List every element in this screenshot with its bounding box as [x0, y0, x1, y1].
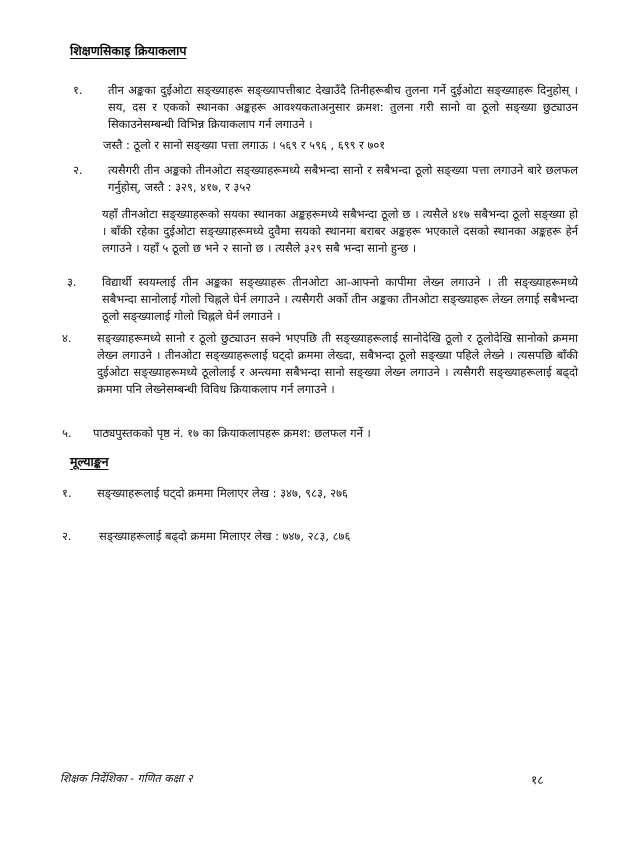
activity-text: विद्यार्थी स्वयम्लाई तीन अङ्कका सङ्ख्याहरू तीनओटा आ-आफ्नो कापीमा लेख्न लगाउने । ती सङ्ख्याहरूमध्ये सबैभन्दा सानोलाई गोलो चिह्नले घेर्न लगाउने । त्यसैगरी अर्को तीन अङ्कका तीनओटा सङ्ख्याहरू लेख्न लगाई सबैभन्दा ठूलो सङ्ख्यालाई गोलो चिह्नले घेर्न लगाउने ।: [102, 275, 578, 323]
section-heading-activities: शिक्षणसिकाइ क्रियाकलाप: [70, 43, 187, 58]
evaluation-text: सङ्ख्याहरूलाई घट्दो क्रममा मिलाएर लेख : ३४७, ९८३, २७६: [97, 486, 348, 500]
activity-text: सङ्ख्याहरूमध्ये सानो र ठूलो छुट्याउन सक्ने भएपछि ती सङ्ख्याहरूलाई सानोदेखि ठूलो र ठूलोदेखि सानोको क्रममा लेख्न लगाउने । तीनओटा सङ्ख्याहरूलाई घट्दो क्रममा लेख्दा, सबैभन्दा ठूलो सङ्ख्या पहिले लेख्ने । त्यसपछि बाँकी दुईओटा सङ्ख्याहरूमध्ये ठूलोलाई र अन्त्यमा सबैभन्दा सानो सङ्ख्या लेख्न लगाउने । त्यसैगरी सङ्ख्याहरूलाई बढ्दो क्रममा पनि लेख्नेसम्बन्धी विविध क्रियाकलाप गर्न लगाउने ।: [97, 331, 578, 396]
evaluation-number: १.: [62, 486, 72, 500]
activity-text: पाठ्यपुस्तकको पृष्ठ नं. १७ का क्रियाकलापहरू क्रमश: छलफल गर्ने ।: [93, 426, 371, 440]
activity-explanation: यहाँ तीनओटा सङ्ख्याहरूको सयका स्थानका अङ्कहरूमध्ये सबैभन्दा ठूलो छ । त्यसैले ४१७ सबैभन्दा ठूलो सङ्ख्या हो । बाँकी रहेका दुईओटा सङ्ख्याहरूमध्ये दुवैमा सयको स्थानमा बराबर अङ्कहरू भएकाले दसको स्थानका अङ्कहरू हेर्न लगाउने । यहाँ ५ ठूलो छ भने २ सानो छ । त्यसैले ३२९ सबै भन्दा सानो हुन्छ ।: [102, 207, 578, 255]
evaluation-text: सङ्ख्याहरूलाई बढ्दो क्रममा मिलाएर लेख : ७४७, २८३, ८७६: [99, 529, 351, 543]
footer-book-title: शिक्षक निर्देशिका - गणित कक्षा २: [60, 772, 193, 785]
activity-example: जस्तै : ठूलो र सानो सङ्ख्या पत्ता लगाऊ । ५६९ र ५९६ , ६९९ र ७०१: [103, 138, 386, 152]
activity-number: १.: [73, 83, 83, 97]
activity-text: त्यसैगरी तीन अङ्कको तीनओटा सङ्ख्याहरूमध्ये सबैभन्दा सानो र सबैभन्दा ठूलो सङ्ख्या पत्ता लगाउने बारे छलफल गर्नुहोस्, जस्तै : ३२९, ४१७, र ३५२: [108, 163, 578, 194]
evaluation-number: २.: [62, 529, 72, 543]
footer-page-number: १८: [531, 773, 544, 787]
activity-number: ५.: [62, 426, 72, 440]
activity-number: २.: [73, 163, 83, 177]
section-heading-evaluation: मूल्याङ्कन: [70, 454, 109, 469]
activity-number: ३.: [67, 275, 77, 289]
activity-text: तीन अङ्कका दुईओटा सङ्ख्याहरू सङ्ख्यापत्तीबाट देखाउँदै तिनीहरूबीच तुलना गर्ने दुईओटा सङ्ख्याहरू दिनुहोस् । सय, दस र एकको स्थानका अङ्कहरू आवश्यकताअनुसार क्रमश: तुलना गरी सानो वा ठूलो सङ्ख्या छुट्याउन सिकाउनेसम्बन्धी विभिन्न क्रियाकलाप गर्न लगाउने ।: [108, 83, 578, 131]
activity-number: ४.: [62, 331, 72, 345]
